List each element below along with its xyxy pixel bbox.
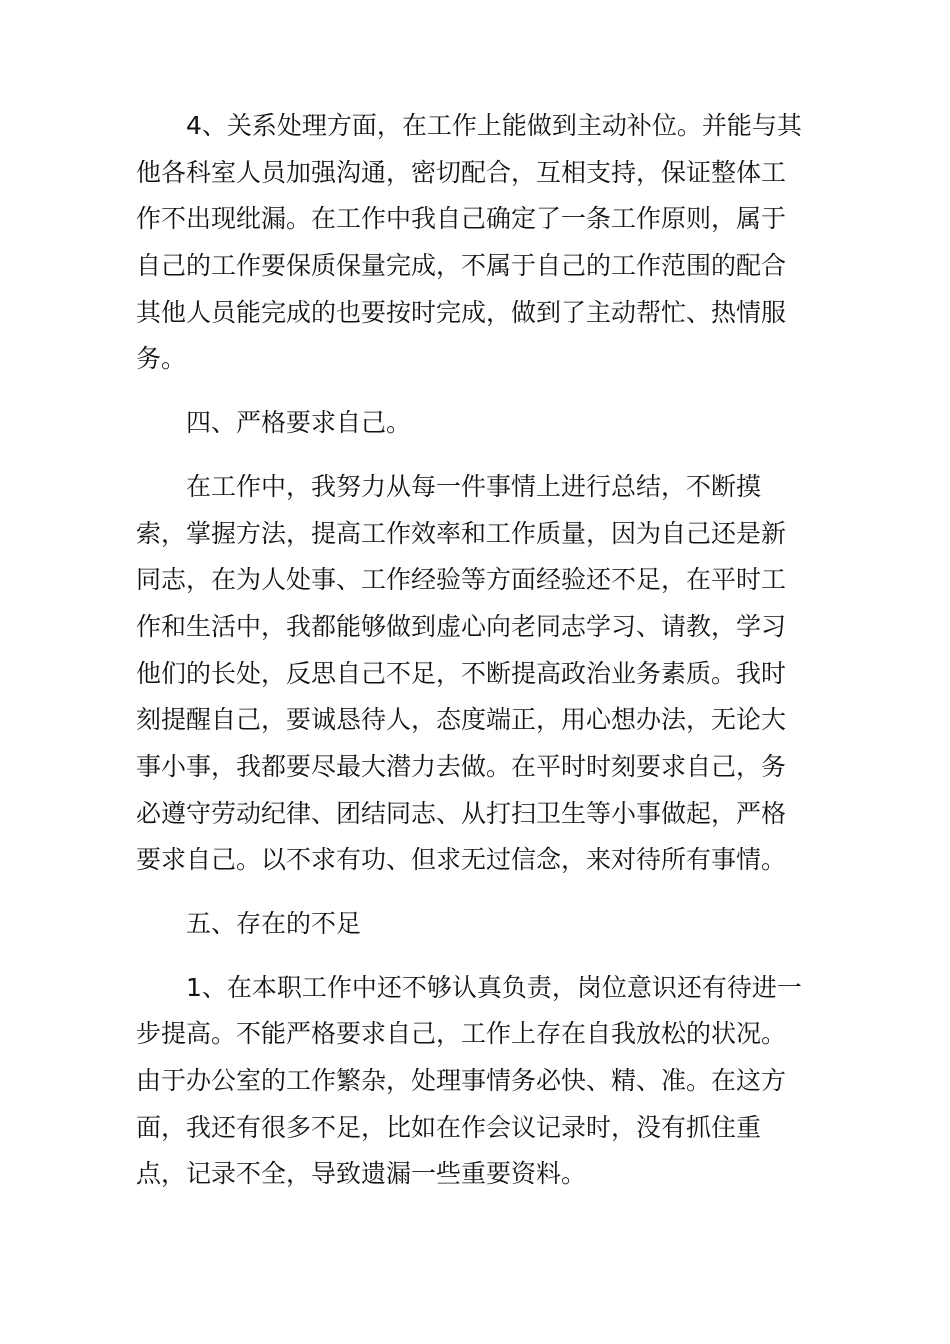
text-line: 同志，在为人处事、工作经验等方面经验还不足，在平时工 bbox=[136, 565, 787, 595]
text-line: 其他人员能完成的也要按时完成，做到了主动帮忙、热情服 bbox=[136, 297, 787, 327]
text-line: 索，掌握方法，提高工作效率和工作质量，因为自己还是新 bbox=[136, 518, 787, 548]
text-line: 他各科室人员加强沟通，密切配合，互相支持，保证整体工 bbox=[136, 157, 787, 187]
text-line: 作和生活中，我都能够做到虚心向老同志学习、请教，学习 bbox=[136, 611, 787, 641]
paragraph-self-discipline bbox=[136, 464, 816, 884]
text-line: 1、在本职工作中还不够认真负责，岗位意识还有待进一 bbox=[186, 972, 802, 1002]
text-line: 自己的工作要保质保量完成，不属于自己的工作范围的配合 bbox=[136, 251, 787, 281]
text-line: 步提高。不能严格要求自己，工作上存在自我放松的状况。 bbox=[136, 1019, 787, 1049]
text-line: 要求自己。以不求有功、但求无过信念，来对待所有事情。 bbox=[136, 845, 787, 875]
heading-text: 五、存在的不足 bbox=[186, 909, 362, 938]
text-line: 他们的长处，反思自己不足，不断提高政治业务素质。我时 bbox=[136, 658, 787, 688]
text-line: 4、关系处理方面，在工作上能做到主动补位。并能与其 bbox=[186, 111, 802, 140]
text-line: 事小事，我都要尽最大潜力去做。在平时时刻要求自己，务 bbox=[136, 751, 787, 781]
paragraph-shortcomings bbox=[136, 965, 816, 1198]
section-heading-five bbox=[136, 901, 816, 948]
text-line: 刻提醒自己，要诚恳待人，态度端正，用心想办法，无论大 bbox=[136, 705, 787, 735]
text-line: 在工作中，我努力从每一件事情上进行总结，不断摸 bbox=[186, 471, 762, 501]
heading-text: 四、严格要求自己。 bbox=[186, 408, 412, 438]
text-line: 作不出现纰漏。在工作中我自己确定了一条工作原则，属于 bbox=[136, 204, 787, 234]
text-line: 面，我还有很多不足，比如在作会议记录时，没有抓住重 bbox=[136, 1112, 762, 1142]
text-line: 由于办公室的工作繁杂，处理事情务必快、精、准。在这方 bbox=[136, 1066, 787, 1096]
text-line: 点，记录不全，导致遗漏一些重要资料。 bbox=[136, 1159, 587, 1189]
text-line: 必遵守劳动纪律、团结同志、从打扫卫生等小事做起，严格 bbox=[136, 798, 787, 828]
text-line: 务。 bbox=[136, 344, 187, 374]
document-page bbox=[136, 103, 816, 1198]
paragraph-relations bbox=[136, 103, 816, 383]
section-heading-four bbox=[136, 400, 816, 447]
